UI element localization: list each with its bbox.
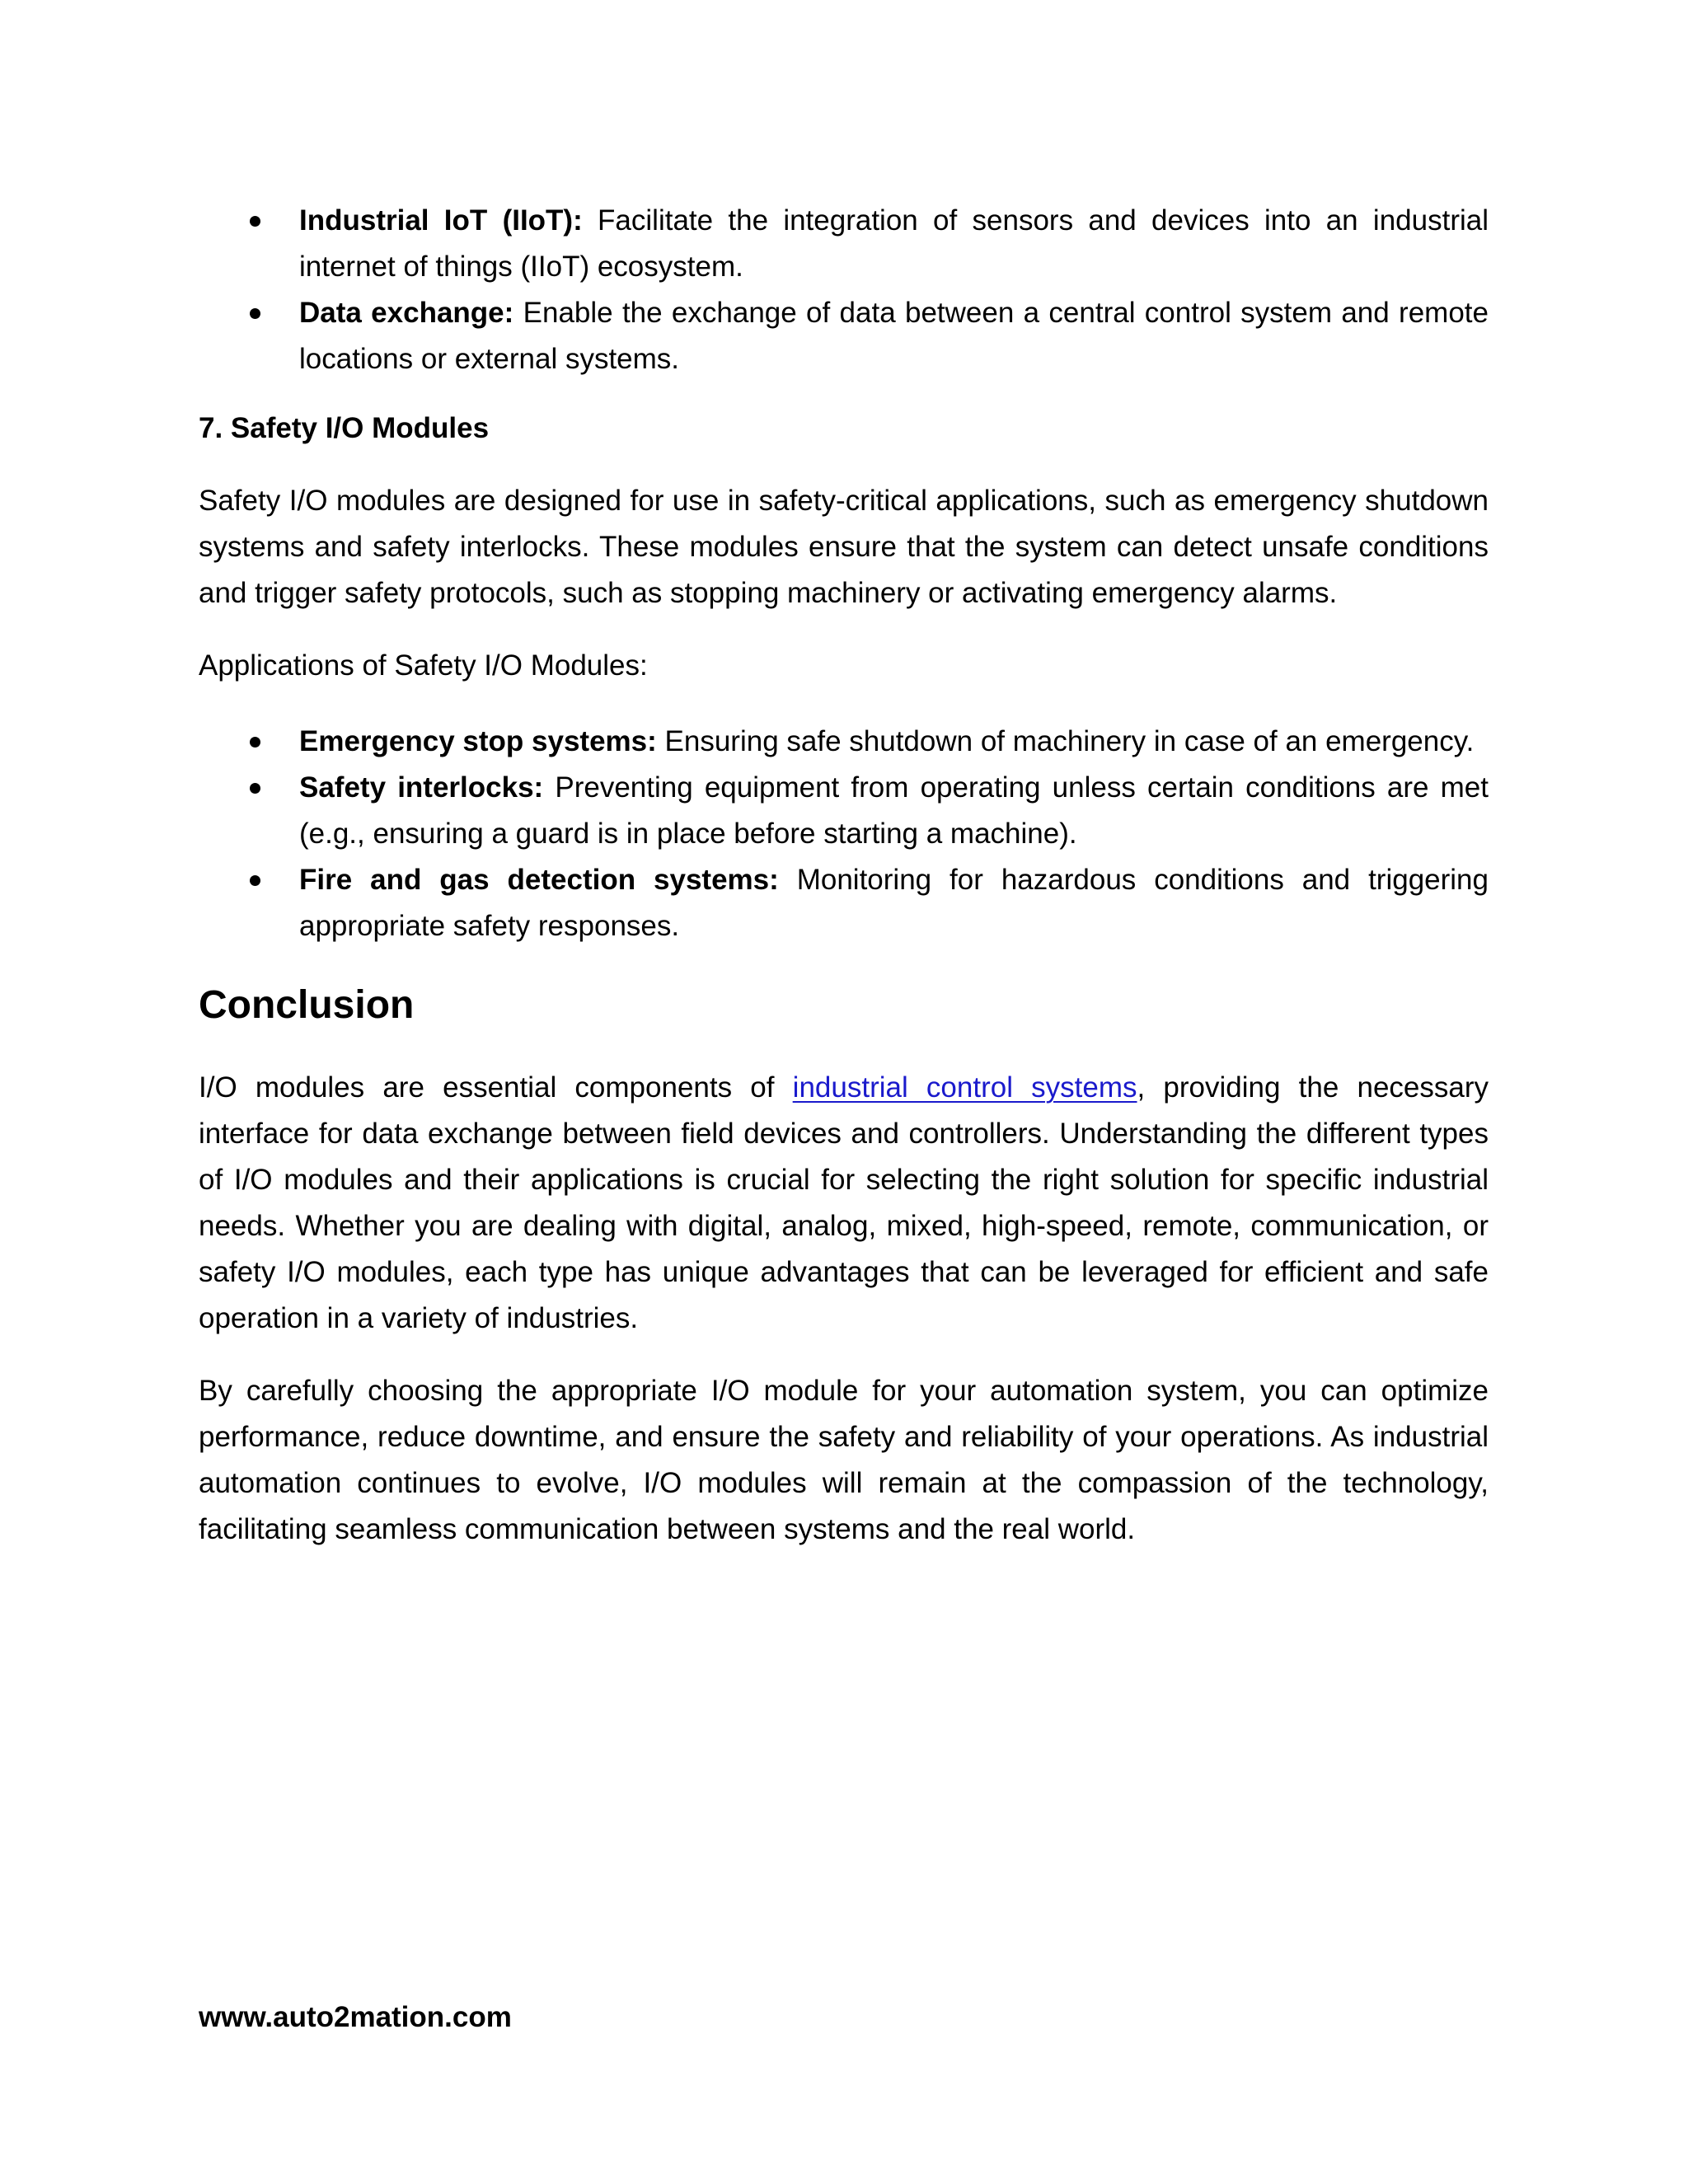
document-page (199, 198, 1489, 1553)
list-item-text: Facilitate the integration of sensors and devices into an industrial internet of things (IIoT) ecosystem. (299, 204, 1489, 283)
list-item-term: Data exchange: (299, 297, 514, 329)
conclusion-heading: Conclusion (199, 983, 415, 1027)
bullet-list-applications (199, 719, 1489, 949)
bullet-icon (250, 875, 260, 886)
industrial-control-systems-link[interactable]: industrial control systems (792, 1071, 1137, 1104)
bullet-list-top (199, 198, 1489, 382)
list-item (199, 719, 1489, 765)
paragraph-text: , providing the necessary interface for data exchange between field devices and controllers. Understanding the different types of I/O modules and their applications is crucial for selecting the right solution for specific industrial needs. Whether you are dealing with digital, analog, mixed, high-speed, remote, communication, or safety I/O modules, each type has unique advantages that can be leveraged for efficient and safe operation in a variety of industries. (199, 1071, 1489, 1334)
section-heading: 7. Safety I/O Modules (199, 412, 490, 444)
conclusion-paragraph-2: By carefully choosing the appropriate I/O module for your automation system, you can optimize performance, reduce downtime, and ensure the safety and reliability of your operations. As industrial automation continues to evolve, I/O modules will remain at the compassion of the technology, facilitating seamless communication between systems and the real world. (199, 1375, 1489, 1545)
list-item-text: Ensuring safe shutdown of machinery in case of an emergency. (664, 725, 1475, 757)
footer-website: www.auto2mation.com (199, 2001, 512, 2033)
list-item (199, 857, 1489, 949)
list-item (199, 198, 1489, 290)
list-item-term: Fire and gas detection systems: (299, 864, 779, 896)
paragraph-text: I/O modules are essential components of (199, 1071, 775, 1104)
list-item-text: Enable the exchange of data between a central control system and remote locations or external systems. (299, 297, 1489, 375)
applications-intro: Applications of Safety I/O Modules: (199, 649, 648, 682)
list-item-term: Safety interlocks: (299, 771, 544, 804)
list-item-text: Preventing equipment from operating unless certain conditions are met (e.g., ensuring a guard is in place before starting a machine). (299, 771, 1489, 850)
list-item-term: Industrial IoT (IIoT): (299, 204, 583, 237)
list-item-text: Monitoring for hazardous conditions and triggering appropriate safety responses. (299, 864, 1489, 942)
conclusion-paragraph-1 (199, 1065, 1489, 1342)
safety-paragraph: Safety I/O modules are designed for use in safety-critical applications, such as emergency shutdown systems and safety interlocks. These modules ensure that the system can detect unsafe conditions and trigger safety protocols, such as stopping machinery or activating emergency alarms. (199, 485, 1489, 609)
list-item-term: Emergency stop systems: (299, 725, 657, 757)
list-item (199, 290, 1489, 382)
bullet-icon (250, 737, 260, 748)
bullet-icon (250, 216, 260, 227)
bullet-icon (250, 308, 260, 319)
bullet-icon (250, 783, 260, 794)
list-item (199, 765, 1489, 857)
